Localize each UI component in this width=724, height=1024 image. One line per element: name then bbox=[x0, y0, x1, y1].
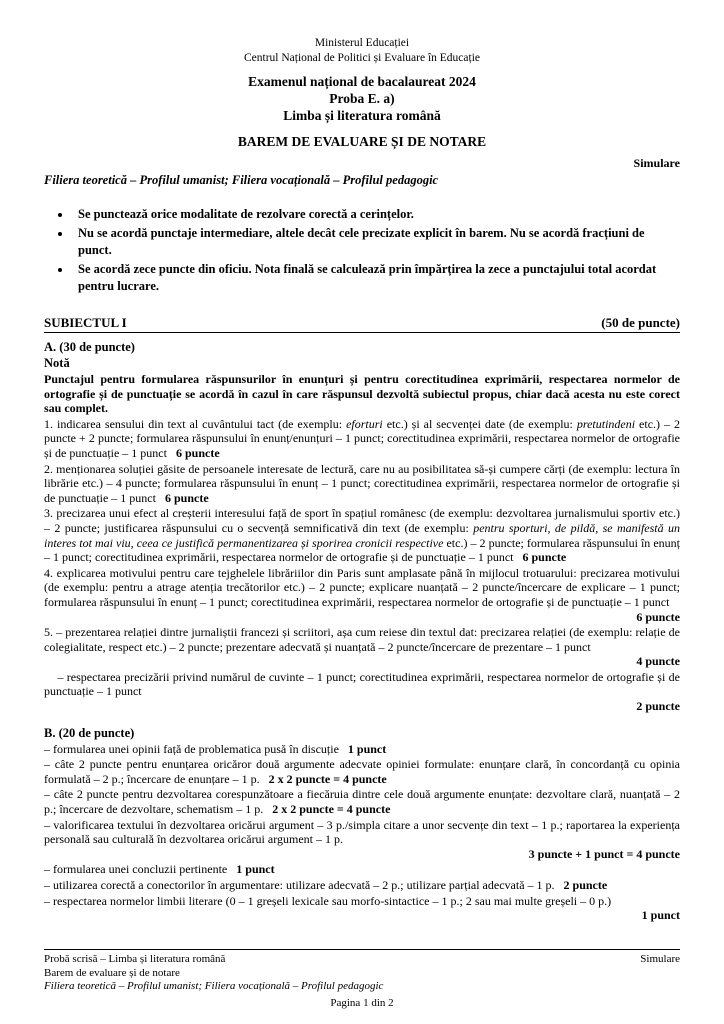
exam-title: Examenul național de bacalaureat 2024 bbox=[248, 74, 476, 89]
item-points: 4 puncte bbox=[636, 654, 680, 669]
part-b-heading: B. (20 de puncte) bbox=[44, 725, 135, 740]
item-points: 1 punct bbox=[347, 741, 387, 756]
footer-line-1: Probă scrisă – Limba și literatura română bbox=[44, 953, 226, 965]
barem-item: 3. precizarea unui efect al creșterii interesului față de sport în spațiul românesc (de exemplu: dezvoltarea jurnalismului sportiv etc.) – 2 puncte; justificarea răspunsului cu o secvență semnificativă din text (de exemplu: pentru sporturi, de pildă, se manifestă un interes tot mai viu, ceea ce justifică permanentizarea și sporirea cronicii respective etc.) – 2 puncte; formularea răspunsului în enunț – 1 punct; corectitudinea exprimării, respectarea normelor de ortografie și de punctuație – 1 punct 6 puncte bbox=[44, 506, 680, 565]
footer-simulare: Simulare bbox=[640, 953, 680, 965]
filiera-line: Filiera teoretică – Profilul umanist; Filiera vocațională – Profilul pedagogic bbox=[44, 173, 439, 187]
center-line: Centrul Național de Politici și Evaluare în Educație bbox=[243, 52, 480, 64]
footer-line-2: Barem de evaluare și de notare bbox=[44, 966, 180, 979]
proba-label: Proba E. a) bbox=[329, 91, 395, 106]
simulare-label: Simulare bbox=[633, 156, 680, 170]
divider bbox=[44, 332, 680, 333]
part-a-items bbox=[44, 417, 680, 714]
barem-item: – câte 2 puncte pentru enunțarea oricăror două argumente adecvate opiniei formulate: enunțare clară, în concordanță cu opinia formulată – 2 p.; încercare de enunțare – 1 p. 2 x 2 puncte = 4 puncte bbox=[44, 757, 680, 786]
barem-item: 1. indicarea sensului din text al cuvântului tact (de exemplu: eforturi etc.) și al secvenței date (de exemplu: pretutindeni etc.) – 2 puncte + 2 puncte; formularea răspunsului în enunț/enunțuri – 1 punct; corectitudinea exprimării, respectarea normelor de ortografie și de punctuație – 1 punct 6 puncte bbox=[44, 416, 680, 460]
item-points: 6 puncte bbox=[636, 609, 680, 624]
item-points: 6 puncte bbox=[164, 490, 209, 505]
subject-points: (50 de puncte) bbox=[601, 315, 680, 330]
barem-item: – formularea unei concluzii pertinente 1 punct bbox=[44, 862, 275, 877]
subject-heading-row bbox=[44, 315, 680, 331]
subject-label: SUBIECTUL I bbox=[44, 315, 127, 330]
footer-page-number: Pagina 1 din 2 bbox=[330, 996, 394, 1009]
barem-item: 5. – prezentarea relației dintre jurnaliștii francezi și scriitori, așa cum reiese din textul dat: precizarea relației (de exemplu: relație de colegialitate, respect etc.) – 2 puncte; prezentare adecvată și nuanțată – 2 puncte/încercare de prezentare – 1 punct bbox=[44, 625, 680, 654]
barem-item: – formularea unei opinii față de problematica pusă în discuție 1 punct bbox=[44, 741, 387, 756]
ministry-line: Ministerul Educației bbox=[314, 37, 410, 49]
barem-title: BAREM DE EVALUARE ȘI DE NOTARE bbox=[237, 134, 487, 149]
item-points: 6 puncte bbox=[175, 445, 220, 460]
barem-item: 4. explicarea motivului pentru care tejghelele librăriilor din Paris sunt amplasate până în mijlocul trotuarului: precizarea motivului (de exemplu: pentru a atrage atenția trecătorilor etc.) – 2 puncte; explicare nuanțată – 2 puncte/încercare de explicare – 1 punct; formularea răspunsului în enunț – 1 punct; corectitudinea exprimării, respectarea normelor de ortografie și de punctuație – 1 punct bbox=[44, 565, 680, 609]
rules-list bbox=[44, 206, 680, 295]
subject-label: Limba și literatura română bbox=[283, 108, 441, 123]
rule-item: • Se acordă zece puncte din oficiu. Nota finală se calculează prin împărțirea la zece a punctajului total acordat pentru lucrare. bbox=[72, 261, 680, 295]
part-b-items bbox=[44, 742, 680, 923]
footer-line-3: Filiera teoretică – Profilul umanist; Filiera vocațională – Profilul pedagogic bbox=[44, 980, 384, 992]
barem-item: – respectarea normelor limbii literare (0 – 1 greșeli lexicale sau morfo-sintactice – 1 p.; 2 sau mai multe greșeli – 0 p.) bbox=[44, 893, 612, 908]
nota-label: Notă bbox=[44, 356, 70, 370]
item-points: 6 puncte bbox=[522, 550, 567, 565]
item-points: 2 puncte bbox=[563, 878, 608, 892]
nota-text: Punctajul pentru formularea răspunsurilor în enunțuri și pentru corectitudinea exprimării, respectarea normelor de ortografie și de punctuație se acordă în cazul în care răspunsul dezvoltă subiectul propus, chiar dacă acesta nu este corect sau complet. bbox=[44, 372, 680, 416]
rule-item: • Se punctează orice modalitate de rezolvare corectă a cerințelor. bbox=[72, 206, 680, 223]
item-points: 1 punct bbox=[641, 908, 680, 923]
item-points: 2 x 2 puncte = 4 puncte bbox=[268, 771, 387, 786]
item-points: 2 x 2 puncte = 4 puncte bbox=[272, 802, 391, 817]
rule-item: • Nu se acordă punctaje intermediare, altele decât cele precizate explicit în barem. Nu se acordă fracțiuni de punct. bbox=[72, 225, 680, 259]
page-footer bbox=[44, 949, 680, 1010]
barem-item: 2. menționarea soluției găsite de persoanele interesate de lectură, care nu au posibilitatea să-și cumpere cărți (de exemplu: lectura în librărie etc.) – 4 puncte; formularea răspunsului în enunț – 1 punct; corectitudinea exprimării, respectarea normelor de ortografie și de punctuație – 1 punct 6 puncte bbox=[44, 461, 680, 505]
barem-item: – valorificarea textului în dezvoltarea oricărui argument – 3 p./simpla citare a unor secvențe din text – 1 p.; raportarea la experiența personală sau culturală în dezvoltarea oricărui argument – 1 p. bbox=[44, 817, 680, 847]
barem-item: – câte 2 puncte pentru dezvoltarea corespunzătoare a fiecăruia dintre cele două argumente enunțate: dezvoltare clară, nuanțată – 2 p.; încercare de dezvoltare, schematism – 1 p. 2 x 2 puncte = 4 puncte bbox=[44, 787, 680, 817]
item-points: 2 puncte bbox=[636, 699, 680, 714]
item-points: 1 punct bbox=[236, 862, 275, 877]
barem-item: – utilizarea corectă a conectorilor în argumentare: utilizare adecvată – 2 p.; utilizare parțial adecvată – 1 p. 2 puncte bbox=[44, 878, 608, 892]
item-points: 3 puncte + 1 punct = 4 puncte bbox=[528, 846, 680, 861]
part-a-heading: A. (30 de puncte) bbox=[44, 340, 135, 354]
barem-item: – respectarea precizării privind numărul de cuvinte – 1 punct; corectitudinea exprimării, respectarea normelor de ortografie și de punctuație – 1 punct bbox=[44, 669, 680, 699]
